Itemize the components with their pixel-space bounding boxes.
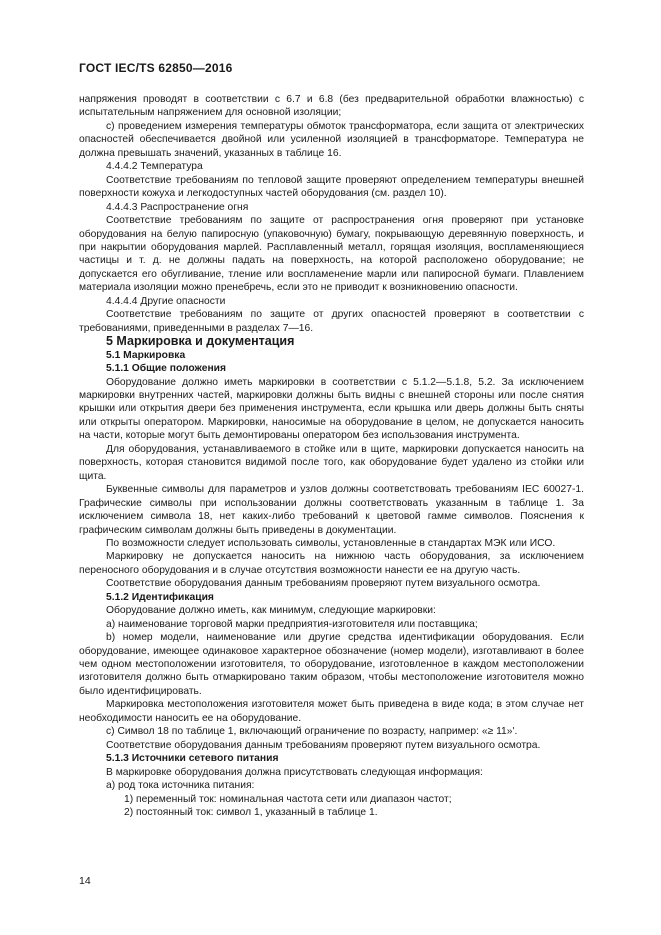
subsection-heading-4444: 4.4.4.4 Другие опасности [106, 295, 226, 307]
section-heading-5-1-3: 5.1.3 Источники сетевого питания [106, 753, 279, 765]
paragraph: Оборудование должно иметь, как минимум, следующие маркировки: [106, 605, 436, 617]
section-heading-5-1-1: 5.1.1 Общие положения [106, 363, 226, 375]
paragraph: Соответствие требованиям по защите от других опасностей проверяют в соответствии с требованиями, приведенными в разделах 7—16. [79, 309, 584, 334]
list-item-b: b) номер модели, наименование или другие средства идентификации оборудования. Если оборудование, имеющее одинаковое характерное обозначение (номер модели), изготавливают в более чем одном местоположении изготовителя, то оборудование, изготовленное в каждом местоположении изготовителя должно быть отмаркировано таким образом, чтобы местоположение изготовителя можно было идентифицировать. [79, 632, 584, 697]
paragraph: Для оборудования, устанавливаемого в стойке или в щите, маркировки допускается наносить на поверхность, которая становится видимой после того, как оборудование будет удалено из стойки или щита. [79, 443, 584, 482]
paragraph: В маркировке оборудования должна присутствовать следующая информация: [106, 766, 483, 778]
paragraph: Оборудование должно иметь маркировки в соответствии с 5.1.2—5.1.8, 5.2. За исключением маркировки внутренних частей, маркировки должны быть видны с внешней стороны или после снятия крышки или открытия двери без применения инструмента, если крышка или дверь должны быть сняты или открыты оператором. Маркировки, наносимые на оборудование в целом, не допускается наносить на части, которые могут быть демонтированы оператором без использования инструмента. [79, 376, 584, 442]
paragraph: Соответствие оборудования данным требованиям проверяют путем визуального осмотра. [106, 739, 541, 751]
paragraph: По возможности следует использовать символы, установленные в стандартах МЭК или ИСО. [106, 537, 556, 549]
paragraph: Соответствие оборудования данным требованиям проверяют путем визуального осмотра. [106, 578, 541, 590]
list-item-c: c) Символ 18 по таблице 1, включающий ограничение по возрасту, например: «≥ 11»'. [106, 726, 518, 738]
paragraph: Соответствие требованиям по защите от распространения огня проверяют при установке оборудования на белую папиросную (упаковочную) бумагу, покрывающую деревянную поверхность, и при накрытии оборудования марлей. Расплавленный металл, горящая изоляция, воспламеняющиеся частицы и т. д. не должны падать на поверхность, на которой расположено оборудование; не допускается его обугливание, тление или воспламенение марли или папиросной бумаги. Плавлением материала изоляции можно пренебречь, если это не приводит к возникновению опасности. [79, 215, 584, 294]
page-content [79, 93, 584, 819]
subsection-heading-4443: 4.4.4.3 Распространение огня [106, 201, 249, 213]
list-subitem-1: 1) переменный ток: номинальная частота сети или диапазон частот; [124, 793, 452, 805]
paragraph: Буквенные символы для параметров и узлов должны соответствовать требованиям IEC 60027-1. Графические символы при использовании должны соответствовать указанным в таблице 1. За исключением символа 18, нет каких-либо требований к цветовой гамме символов. Пояснения к графическим символам должны быть приведены в документации. [79, 484, 584, 536]
section-heading-5-1: 5.1 Маркировка [106, 349, 186, 361]
paragraph: Маркировку не допускается наносить на нижнюю часть оборудования, за исключением переносного оборудования и в случае отсутствия возможности нанести ее на другую часть. [79, 551, 584, 576]
subsection-heading-4442: 4.4.4.2 Температура [106, 161, 203, 173]
paragraph: Маркировка местоположения изготовителя может быть приведена в виде кода; в этом случае нет необходимости наносить ее на оборудование. [79, 699, 584, 724]
section-heading-5-1-2: 5.1.2 Идентификация [106, 591, 214, 603]
page-header: ГОСТ IEC/TS 62850—2016 [79, 61, 233, 75]
paragraph: Соответствие требованиям по тепловой защите проверяют определением температуры внешней поверхности кожуха и легкодоступных частей оборудования (см. раздел 10). [79, 174, 584, 200]
list-item-c: с) проведением измерения температуры обмоток трансформатора, если защита от электрических опасностей обеспечивается двойной или усиленной изоляцией в трансформаторе. Температура не должна превышать значений, указанных в таблице 16. [79, 120, 584, 159]
list-item-a: а) род тока источника питания: [106, 780, 255, 792]
section-heading-5: 5 Маркировка и документация [106, 334, 295, 349]
list-subitem-2: 2) постоянный ток: символ 1, указанный в таблице 1. [124, 807, 378, 819]
list-item-a: а) наименование торговой марки предприятия-изготовителя или поставщика; [106, 618, 478, 630]
paragraph: напряжения проводят в соответствии с 6.7 и 6.8 (без предварительной обработки влажностью) с испытательным напряжением для основной изоляции; [79, 94, 584, 119]
page-number: 14 [79, 875, 91, 887]
